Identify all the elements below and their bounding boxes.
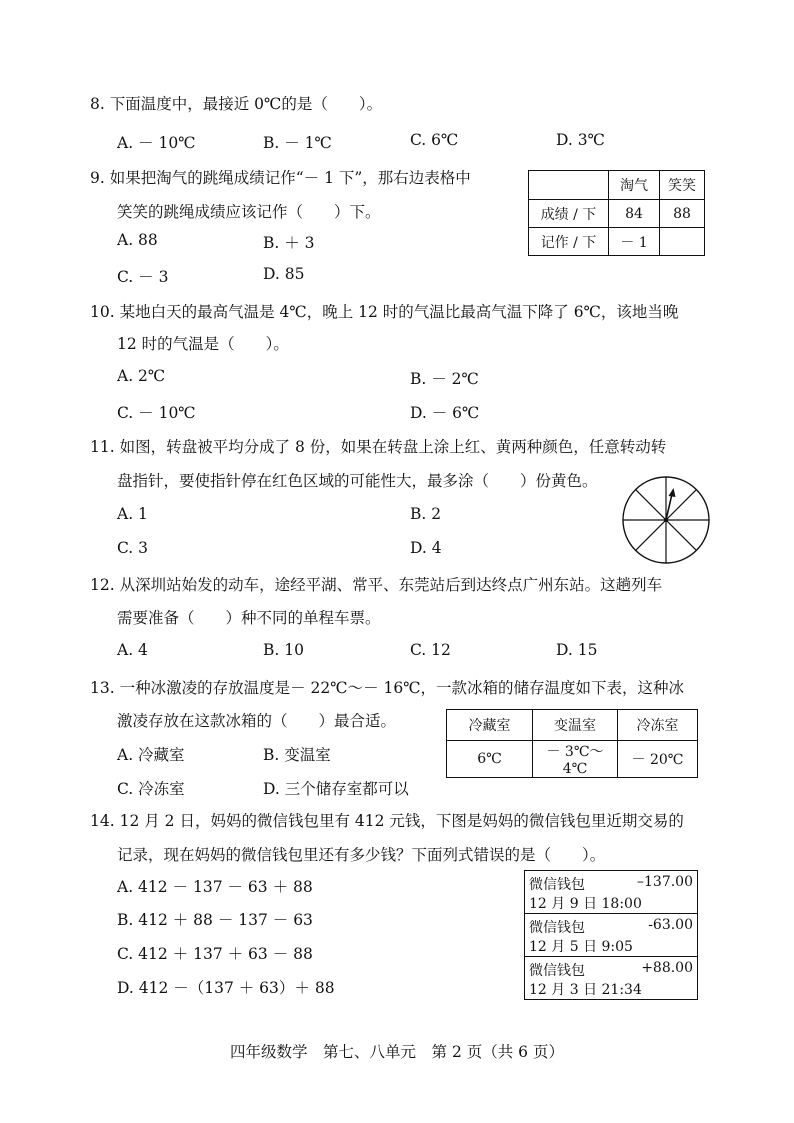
q9-table-header-taoqi: 淘气 xyxy=(609,171,660,200)
q9-table-corner xyxy=(529,171,609,200)
q9-score-table xyxy=(528,170,705,256)
q10-option-c: C. － 10℃ xyxy=(117,404,196,422)
q12-option-a: A. 4 xyxy=(117,641,148,659)
q9-table-row-label: 成绩 / 下 xyxy=(529,200,609,228)
wallet-record-title: 微信钱包 xyxy=(529,877,585,893)
q11-option-d: D. 4 xyxy=(410,539,442,557)
wallet-record-amount: +88.00 xyxy=(641,960,693,976)
q12-stem-line1: 12. 从深圳站始发的动车，途经平湖、常平、东莞站后到达终点广州东站。这趟列车 xyxy=(90,576,663,594)
q9-table-cell xyxy=(660,228,705,256)
q14-option-d: D. 412 －（137 ＋ 63）＋ 88 xyxy=(117,979,335,997)
q14-option-c: C. 412 ＋ 137 ＋ 63 － 88 xyxy=(117,945,313,963)
wallet-record-time: 12 月 3 日 21:34 xyxy=(529,982,642,998)
q13-table-header-freezer: 冷冻室 xyxy=(618,710,698,741)
q8-option-d: D. 3℃ xyxy=(556,131,605,149)
page-footer: 四年级数学 第七、八单元 第 2 页（共 6 页） xyxy=(230,1043,564,1061)
q11-option-b: B. 2 xyxy=(410,505,442,523)
q9-table-cell: － 1 xyxy=(609,228,660,256)
q9-option-c: C. － 3 xyxy=(117,268,169,286)
q8-option-b: B. － 1℃ xyxy=(263,134,332,152)
q13-table-header-cold: 冷藏室 xyxy=(447,710,533,741)
q14-option-a: A. 412 － 137 － 63 ＋ 88 xyxy=(117,878,313,896)
wallet-record xyxy=(525,914,697,957)
wallet-record-time: 12 月 5 日 9:05 xyxy=(529,939,633,955)
q10-stem-line2: 12 时的气温是（ ）。 xyxy=(117,335,289,353)
q9-option-a: A. 88 xyxy=(117,231,158,249)
q9-table-cell: 88 xyxy=(660,200,705,228)
q14-stem-line1: 14. 12 月 2 日，妈妈的微信钱包里有 412 元钱，下图是妈妈的微信钱包里近期交易的 xyxy=(90,812,684,830)
q9-table-row-label: 记作 / 下 xyxy=(529,228,609,256)
q13-option-c: C. 冷冻室 xyxy=(117,780,185,798)
q13-option-b: B. 变温室 xyxy=(263,746,331,764)
q9-table-header-xiaoxiao: 笑笑 xyxy=(660,171,705,200)
q13-option-d: D. 三个储存室都可以 xyxy=(263,780,409,798)
q12-option-d: D. 15 xyxy=(556,641,598,659)
q10-option-a: A. 2℃ xyxy=(117,367,166,385)
wallet-record xyxy=(525,871,697,914)
wallet-record-title: 微信钱包 xyxy=(529,963,585,979)
q9-table-cell: 84 xyxy=(609,200,660,228)
q9-option-d: D. 85 xyxy=(263,265,305,283)
q10-option-d: D. － 6℃ xyxy=(410,404,480,422)
q8-option-c: C. 6℃ xyxy=(410,131,459,149)
q13-table-cell: － 3℃～ 4℃ xyxy=(533,741,618,778)
q13-stem-line2: 激凌存放在这款冰箱的（ ）最合适。 xyxy=(117,712,397,730)
q13-table-header-variable: 变温室 xyxy=(533,710,618,741)
q13-option-a: A. 冷藏室 xyxy=(117,746,185,764)
q11-stem-line1: 11. 如图，转盘被平均分成了 8 份，如果在转盘上涂上红、黄两种颜色，任意转动转 xyxy=(90,438,667,456)
q10-option-b: B. － 2℃ xyxy=(410,370,479,388)
q12-option-b: B. 10 xyxy=(263,641,304,659)
q13-fridge-table xyxy=(446,709,698,778)
q8-stem: 8. 下面温度中，最接近 0℃的是（ ）。 xyxy=(90,95,383,113)
q10-stem-line1: 10. 某地白天的最高气温是 4℃，晚上 12 时的气温比最高气温下降了 6℃，该地当晚 xyxy=(90,303,679,321)
q12-stem-line2: 需要准备（ ）种不同的单程车票。 xyxy=(117,609,381,627)
q13-table-cell: － 20℃ xyxy=(618,741,698,778)
q14-option-b: B. 412 ＋ 88 － 137 － 63 xyxy=(117,911,313,929)
q11-option-a: A. 1 xyxy=(117,505,148,523)
wallet-record-time: 12 月 9 日 18:00 xyxy=(529,896,642,912)
spinner-wheel-icon xyxy=(620,474,712,566)
q12-option-c: C. 12 xyxy=(410,641,451,659)
q14-stem-line2: 记录，现在妈妈的微信钱包里还有多少钱？下面列式错误的是（ ）。 xyxy=(117,846,606,864)
q11-option-c: C. 3 xyxy=(117,539,149,557)
q11-stem-line2: 盘指针，要使指针停在红色区域的可能性大，最多涂（ ）份黄色。 xyxy=(117,472,598,490)
wechat-wallet-records xyxy=(524,870,698,1000)
q9-stem-line2: 笑笑的跳绳成绩应该记作（ ）下。 xyxy=(117,203,381,221)
q13-stem-line1: 13. 一种冰激凌的存放温度是－ 22℃～－ 16℃，一款冰箱的储存温度如下表，这种冰 xyxy=(90,679,685,697)
q9-stem-line1: 9. 如果把淘气的跳绳成绩记作“－ 1 下”，那右边表格中 xyxy=(90,169,471,187)
wallet-record-amount: -63.00 xyxy=(648,917,693,933)
q9-option-b: B. ＋ 3 xyxy=(263,234,315,252)
wallet-record-amount: –137.00 xyxy=(637,874,693,890)
q13-table-cell: 6℃ xyxy=(447,741,533,778)
wallet-record-title: 微信钱包 xyxy=(529,920,585,936)
q8-option-a: A. － 10℃ xyxy=(117,134,196,152)
wallet-record xyxy=(525,957,697,999)
